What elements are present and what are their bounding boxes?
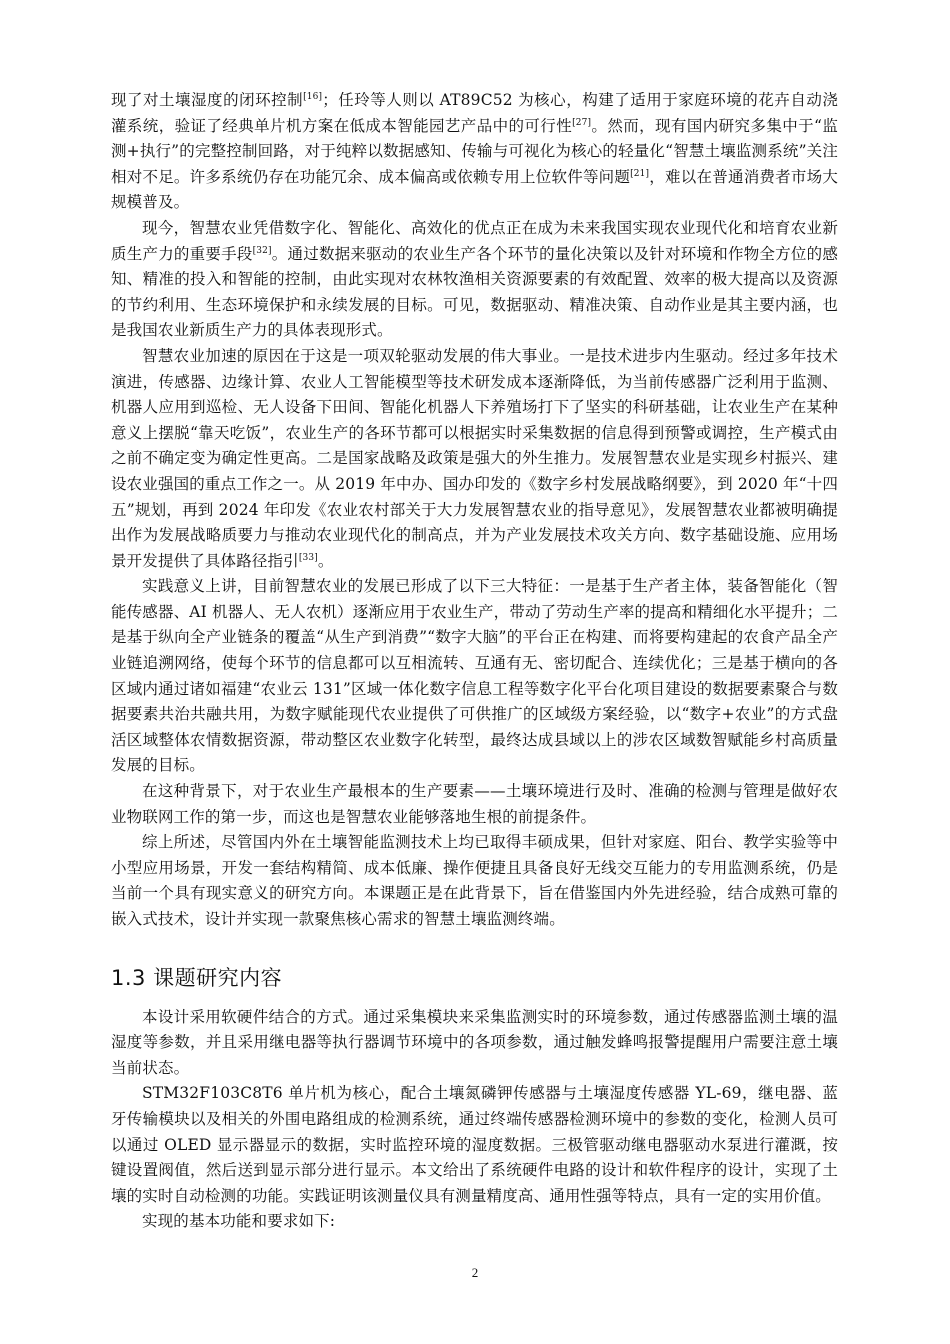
text-run: 本设计采用软硬件结合的方式。通过采集模块来采集监测实时的环境参数，通过传感器监测土壤的温湿度等参数，并且采用继电器等执行器调节环境中的各项参数，通过触发蜂鸣报警提醒用户需要注意土壤当前状态。 xyxy=(111,1007,838,1077)
paragraph xyxy=(111,574,838,779)
paragraph xyxy=(111,1209,838,1235)
paragraph xyxy=(111,779,838,830)
paragraph xyxy=(111,830,838,932)
text-run: 。通过数据来驱动的农业生产各个环节的量化决策以及针对环境和作物全方位的感知、精准的投入和智能的控制，由此实现对农林牧渔相关资源要素的有效配置、效率的极大提高以及资源的节约利用、生态环境保护和永续发展的目标。可见，数据驱动、精准决策、自动作业是其主要内涵，也是我国农业新质生产力的具体表现形式。 xyxy=(111,244,838,340)
section-heading: 1.3 课题研究内容 xyxy=(111,965,283,990)
text-run: 。 xyxy=(317,551,334,570)
citation-ref: [16] xyxy=(303,91,323,102)
text-run: 实践意义上讲，目前智慧农业的发展已形成了以下三大特征：一是基于生产者主体，装备智能化（智能传感器、AI 机器人、无人农机）逐渐应用于农业生产，带动了劳动生产率的提高和精细化水平提升；二是基于纵向全产业链条的覆盖“从生产到消费”“数字大脑”的平台正在构建、而将要构建起的农食产品全产业链追溯网络，使每个环节的信息都可以互相流转、互通有无、密切配合、连续优化；三是基于横向的各区域内通过诸如福建“农业云 131”区域一体化数字信息工程等数字化平台化项目建设的数据要素聚合与数据要素共治共融共用，为数字赋能现代农业提供了可供推广的区域级方案经验，以“数字+农业”的方式盘活区域整体农情数据资源，带动整区农业数字化转型，最终达成县域以上的涉农区域数智赋能乡村高质量发展的目标。 xyxy=(111,577,838,775)
citation-ref: [32] xyxy=(252,245,272,256)
paragraph xyxy=(111,216,838,344)
page-number: 2 xyxy=(471,1265,479,1280)
paragraph xyxy=(111,88,838,216)
text-run: ；任玲等人则以 AT89C52 为核心，构建了适用于家庭环境的花卉自动浇灌系统，验证了经典单片机方案在低成本智能园艺产品中的可行性 xyxy=(111,91,838,135)
text-run: STM32F103C8T6 单片机为核心，配合土壤氮磷钾传感器与土壤湿度传感器 YL-69，继电器、蓝牙传输模块以及相关的外围电路组成的检测系统，通过终端传感器检测环境中的参数的变化，检测人员可以通过 OLED 显示器显示的数据，实时监控环境的湿度数据。三极管驱动继电器驱动水泵进行灌溉，按键设置阀值，然后送到显示部分进行显示。本文给出了系统硬件电路的设计和软件程序的设计，实现了土壤的实时自动检测的功能。实践证明该测量仪具有测量精度高、通用性强等特点，具有一定的实用价值。 xyxy=(111,1084,838,1205)
text-run: 现了对土壤湿度的闭环控制 xyxy=(111,91,304,109)
paragraph xyxy=(111,1081,838,1209)
citation-ref: [21] xyxy=(630,168,650,179)
citation-ref: [33] xyxy=(298,552,318,563)
text-run: 实现的基本功能和要求如下: xyxy=(142,1212,336,1231)
paragraph xyxy=(111,344,838,574)
citation-ref: [27] xyxy=(572,117,592,128)
body-text-bottom xyxy=(111,1005,838,1235)
text-run: 。然而，现有国内研究多集中于“监测+执行”的完整控制回路，对于纯粹以数据感知、传输与可视化为核心的轻量化“智慧土壤监测系统”关注相对不足。许多系统仍存在功能冗余、成本偏高或依赖专用上位软件等问题 xyxy=(111,116,838,186)
text-run: 智慧农业加速的原因在于这是一项双轮驱动发展的伟大事业。一是技术进步内生驱动。经过多年技术演进，传感器、边缘计算、农业人工智能模型等技术研发成本逐渐降低，为当前传感器广泛利用于监测、机器人应用到巡检、无人设备下田间、智能化机器人下养殖场打下了坚实的科研基础，让农业生产在某种意义上摆脱“靠天吃饭”，农业生产的各环节都可以根据实时采集数据的信息得到预警或调控，生产模式由之前不确定变为确定性更高。二是国家战略及政策是强大的外生推力。发展智慧农业是实现乡村振兴、建设农业强国的重点工作之一。从 2019 年中办、国办印发的《数字乡村发展战略纲要》，到 2020 年“十四五”规划，再到 2024 年印发《农业农村部关于大力发展智慧农业的指导意见》，发展智慧农业都被明确提出作为发展战略质要力与推动农业现代化的制高点，并为产业发展技术攻关方向、数字基础设施、应用场景开发提供了具体路径指引 xyxy=(111,346,838,570)
text-run: 在这种背景下，对于农业生产最根本的生产要素——土壤环境进行及时、准确的检测与管理是做好农业物联网工作的第一步，而这也是智慧农业能够落地生根的前提条件。 xyxy=(111,782,838,826)
text-run: 现今，智慧农业凭借数字化、智能化、高效化的优点正在成为未来我国实现农业现代化和培育农业新质生产力的重要手段 xyxy=(111,218,838,263)
paragraph xyxy=(111,1005,838,1082)
text-run: 综上所述，尽管国内外在土壤智能监测技术上均已取得丰硕成果，但针对家庭、阳台、教学实验等中小型应用场景，开发一套结构精简、成本低廉、操作便捷且具备良好无线交互能力的专用监测系统，仍是当前一个具有现实意义的研究方向。本课题正是在此背景下，旨在借鉴国内外先进经验，结合成熟可靠的嵌入式技术，设计并实现一款聚焦核心需求的智慧土壤监测终端。 xyxy=(111,833,838,928)
text-run: ，难以在普通消费者市场大规模普及。 xyxy=(111,167,838,212)
body-text-top xyxy=(111,88,838,933)
